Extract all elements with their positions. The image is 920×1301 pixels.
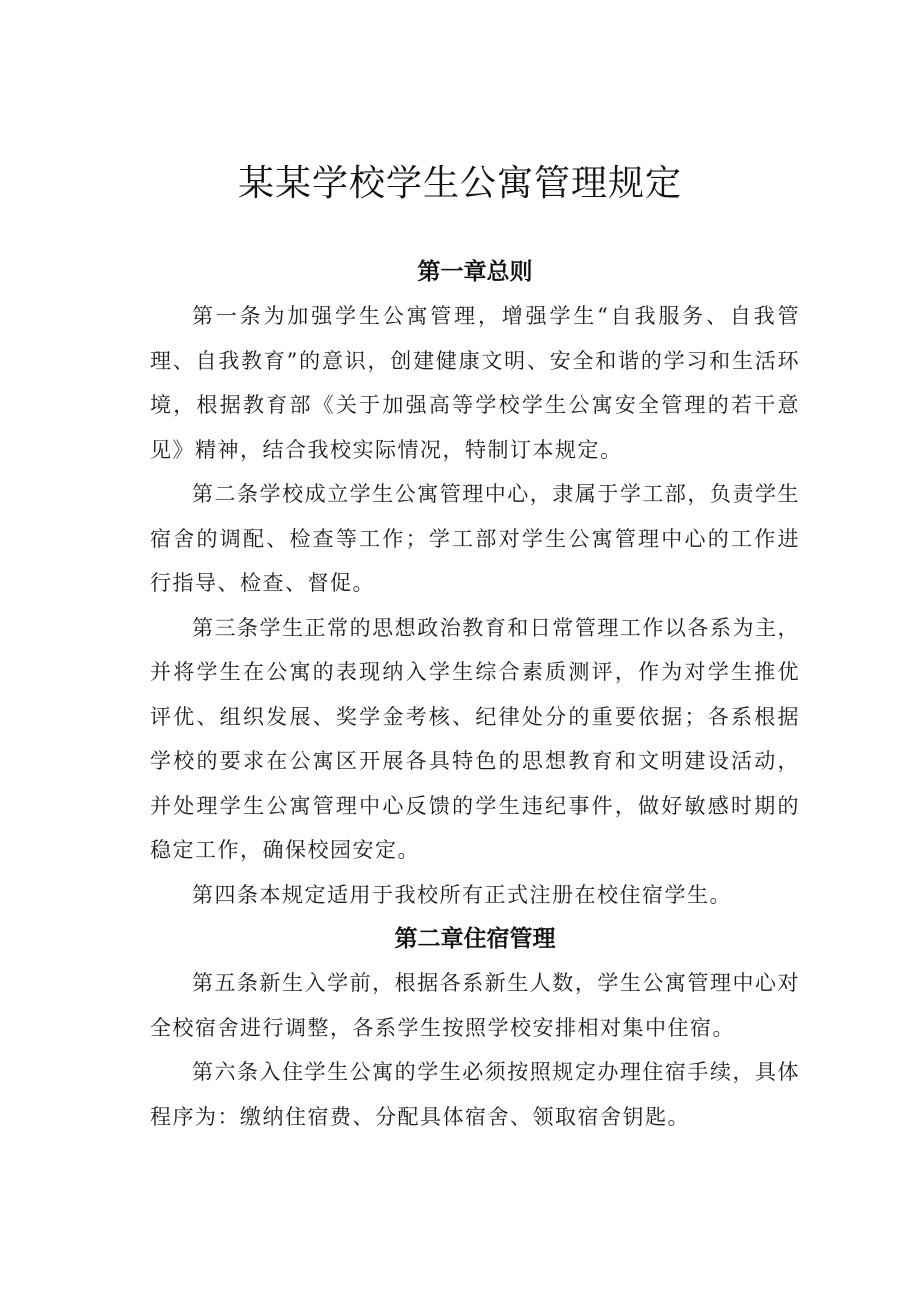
- document-body: [150, 250, 800, 1139]
- chapter-heading: 第一章总则: [417, 259, 533, 285]
- article-2: 第二条学校成立学生公寓管理中心，隶属于学工部，负责学生宿舍的调配、检查等工作；学工部对学生公寓管理中心的工作进行指导、检查、督促。: [150, 482, 800, 595]
- article-3: 第三条学生正常的思想政治教育和日常管理工作以各系为主，并将学生在公寓的表现纳入学生综合素质测评，作为对学生推优评优、组织发展、奖学金考核、纪律处分的重要依据；各系根据学校的要求在公寓区开展各具特色的思想教育和文明建设活动，并处理学生公寓管理中心反馈的学生违纪事件，做好敏感时期的稳定工作，确保校园安定。: [150, 615, 800, 862]
- article-1: 第一条为加强学生公寓管理，增强学生“自我服务、自我管理、自我教育”的意识，创建健康文明、安全和谐的学习和生活环境，根据教育部《关于加强高等学校学生公寓安全管理的若干意见》精神，结合我校实际情况，特制订本规定。: [150, 304, 800, 462]
- article-4: 第四条本规定适用于我校所有正式注册在校住宿学生。: [192, 882, 732, 907]
- document-title: 某某学校学生公寓管理规定: [237, 163, 682, 204]
- article-6: 第六条入住学生公寓的学生必须按照规定办理住宿手续，具体程序为：缴纳住宿费、分配具体宿舍、领取宿舍钥匙。: [150, 1060, 800, 1129]
- chapter-heading: 第二章住宿管理: [394, 926, 556, 952]
- chapter-2: [150, 917, 800, 1139]
- chapter-1: [150, 250, 800, 917]
- article-5: 第五条新生入学前，根据各系新生人数，学生公寓管理中心对全校宿舍进行调整，各系学生按照学校安排相对集中住宿。: [150, 971, 800, 1040]
